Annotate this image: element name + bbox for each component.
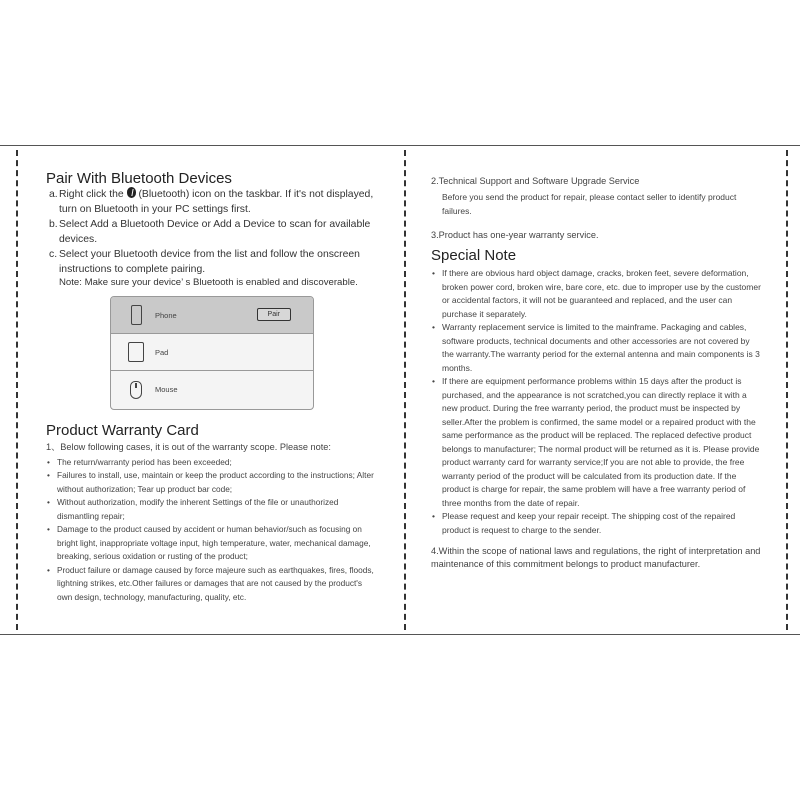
warranty-exclusions (46, 456, 376, 605)
device-label: Phone (155, 310, 177, 320)
list-item: • Please request and keep your repair receipt. The shipping cost of the repaired product is request to charge to the sender. (442, 510, 761, 537)
special-note-list (431, 267, 761, 537)
mouse-icon (130, 381, 142, 399)
warranty-title: Product Warranty Card (46, 422, 199, 439)
list-item: • If there are equipment performance problems within 15 days after the product is purchased, and the appearance is not scratched,you can directly replace it with a new product. During the free warranty period, the product must be inspected by seller.After the problem is confirmed, the same model or a repaired product with the same performance as the product will be replaced. The replaced defective product belongs to manufacturer; The normal product will be returned as it is. Please provide product warranty card for warranty service;If you are not able to provide, the free warranty period of the product will be calculated from its production date. If the product is charge for repair, the same problem will have a free warranty period of three months from the date of repair. (442, 375, 761, 510)
support-text: Before you send the product for repair, please contact seller to identify product failures. (442, 192, 737, 216)
device-label: Mouse (155, 385, 178, 394)
list-item: • If there are obvious hard object damage, cracks, broken feet, severe deformation, broken power cord, broken wire, bare core, etc. due to improper use by the customer or accidental factors, it will not be guaranteed and replaced, and the user can purchase it separately. (442, 267, 761, 321)
left-panel (46, 170, 376, 604)
pair-note: Note: Make sure your device’ s Bluetooth is enabled and discoverable. (59, 277, 358, 288)
fold-line-middle (404, 150, 406, 630)
manual-sheet (0, 145, 800, 635)
pair-steps (46, 187, 376, 277)
device-item-phone[interactable] (111, 297, 313, 334)
support-heading: 2.Technical Support and Software Upgrade Service (431, 176, 640, 186)
tablet-icon (128, 342, 144, 362)
special-note-section (431, 267, 761, 537)
warranty-intro: 1、Below following cases, it is out of the warranty scope. Please note: (46, 442, 331, 452)
pair-button[interactable]: Pair (257, 308, 291, 321)
pair-step-c: c. Select your Bluetooth device from the list and follow the onscreen instructions to complete pairing. (49, 249, 360, 275)
closing-statement: 4.Within the scope of national laws and regulations, the right of interpretation and maintenance of this commitment belongs to product manufacturer. (431, 546, 761, 569)
list-item: • Damage to the product caused by accident or human behavior/such as focusing on bright light, inappropriate voltage input, high temperature, water, mechanical damage, breaking, serious oxidation or rusting of the product; (57, 523, 376, 564)
list-item: • Warranty replacement service is limited to the mainframe. Packaging and cables, software products, technical documents and other accessories are not covered by the warranty.The warranty period for the external antenna and main components is 3 months. (442, 321, 761, 375)
step-letter: c. (49, 249, 58, 260)
bluetooth-icon (127, 187, 136, 198)
list-item: • Product failure or damage caused by force majeure such as earthquakes, fires, floods, lightning strikes, etc.Other failures or damages that are not caused by the product's own design, technology, manufacturing, quality, etc. (57, 564, 376, 605)
fold-line-left (16, 150, 18, 630)
list-item: • Without authorization, modify the inherent Settings of the file or unauthorized dismantling repair; (57, 496, 376, 523)
list-item: • Failures to install, use, maintain or keep the product according to the instructions; Alter without authorization; Tear up product bar code; (57, 469, 376, 496)
pair-step-a: a. Right click the (Bluetooth) icon on the taskbar. If it's not displayed, turn on Bluetooth in your PC settings first. (49, 189, 374, 215)
right-panel (431, 176, 761, 571)
warranty-section (46, 441, 376, 604)
step-letter: a. (49, 189, 58, 200)
special-note-title: Special Note (431, 247, 517, 264)
pair-step-b: b. Select Add a Bluetooth Device or Add a Device to scan for available devices. (49, 219, 371, 245)
fold-line-right (786, 150, 788, 630)
phone-icon (131, 305, 142, 325)
device-item-pad[interactable] (111, 334, 313, 371)
pair-title: Pair With Bluetooth Devices (46, 170, 232, 187)
device-item-mouse[interactable] (111, 371, 313, 408)
list-item: • The return/warranty period has been exceeded; (57, 456, 376, 470)
device-label: Pad (155, 347, 169, 357)
device-list (110, 296, 314, 410)
step-letter: b. (49, 219, 58, 230)
warranty-line: 3.Product has one-year warranty service. (431, 230, 599, 240)
